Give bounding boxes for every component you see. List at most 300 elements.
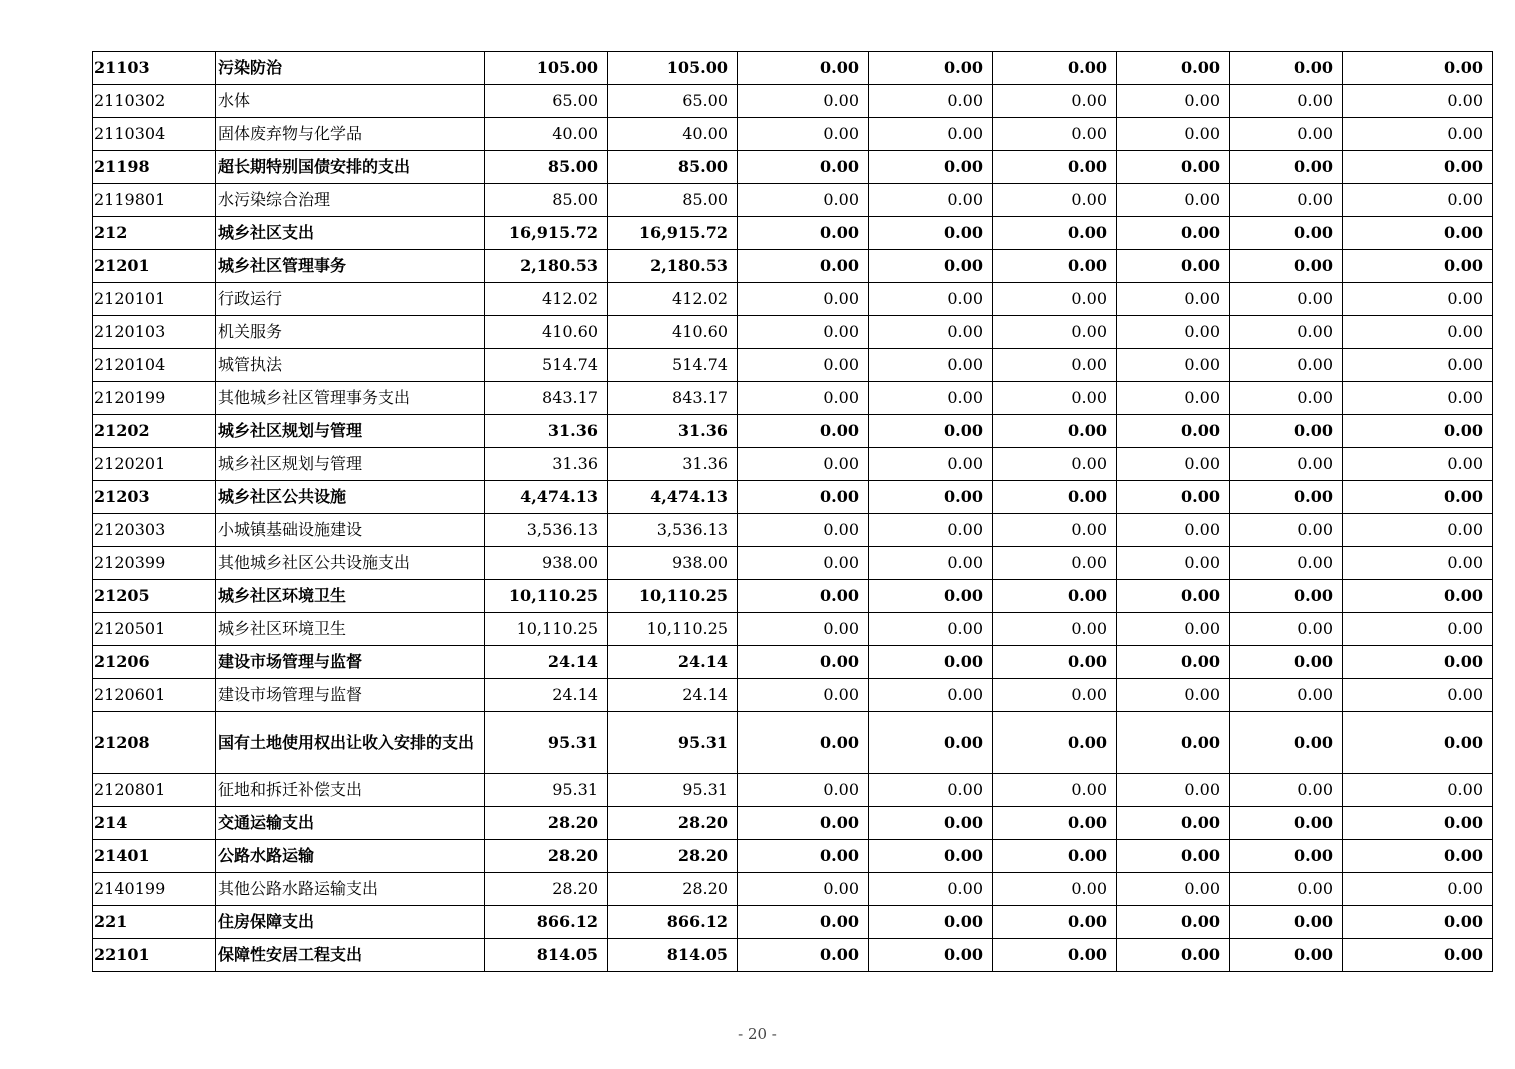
row-value: 0.00 (1117, 939, 1230, 972)
row-value: 0.00 (869, 679, 993, 712)
row-value: 0.00 (1343, 382, 1493, 415)
row-value: 0.00 (993, 613, 1117, 646)
row-value: 105.00 (608, 52, 738, 85)
row-code: 2120303 (93, 514, 216, 547)
row-value: 85.00 (485, 184, 608, 217)
row-value: 0.00 (1117, 807, 1230, 840)
row-value: 0.00 (869, 448, 993, 481)
row-value: 0.00 (993, 774, 1117, 807)
row-code: 2120104 (93, 349, 216, 382)
row-value: 814.05 (485, 939, 608, 972)
row-value: 0.00 (1343, 939, 1493, 972)
table-row (93, 547, 1493, 580)
row-value: 0.00 (1117, 283, 1230, 316)
row-value: 0.00 (993, 118, 1117, 151)
row-value: 0.00 (738, 250, 869, 283)
row-value: 0.00 (1117, 382, 1230, 415)
row-value: 0.00 (738, 448, 869, 481)
row-value: 0.00 (1230, 151, 1343, 184)
row-value: 31.36 (608, 415, 738, 448)
row-value: 40.00 (485, 118, 608, 151)
row-value: 0.00 (1230, 807, 1343, 840)
row-name: 城乡社区规划与管理 (216, 415, 485, 448)
row-value: 0.00 (738, 712, 869, 774)
row-value: 0.00 (1230, 415, 1343, 448)
row-value: 412.02 (608, 283, 738, 316)
table-body (93, 52, 1493, 972)
row-value: 843.17 (608, 382, 738, 415)
row-value: 0.00 (1230, 349, 1343, 382)
row-value: 0.00 (1230, 118, 1343, 151)
table-row (93, 118, 1493, 151)
row-name: 其他城乡社区公共设施支出 (216, 547, 485, 580)
row-name: 固体废弃物与化学品 (216, 118, 485, 151)
row-value: 0.00 (869, 316, 993, 349)
row-code: 2110302 (93, 85, 216, 118)
table-row (93, 840, 1493, 873)
row-value: 0.00 (869, 151, 993, 184)
row-code: 21198 (93, 151, 216, 184)
row-code: 2119801 (93, 184, 216, 217)
row-value: 0.00 (1230, 184, 1343, 217)
row-value: 10,110.25 (608, 580, 738, 613)
row-value: 814.05 (608, 939, 738, 972)
row-value: 0.00 (1343, 774, 1493, 807)
table-row (93, 52, 1493, 85)
row-value: 0.00 (1343, 906, 1493, 939)
row-value: 3,536.13 (608, 514, 738, 547)
table-row (93, 906, 1493, 939)
row-code: 21203 (93, 481, 216, 514)
row-value: 10,110.25 (485, 580, 608, 613)
row-value: 0.00 (869, 840, 993, 873)
row-value: 0.00 (738, 283, 869, 316)
table-row (93, 217, 1493, 250)
table-row (93, 184, 1493, 217)
row-value: 0.00 (738, 85, 869, 118)
row-value: 0.00 (1117, 547, 1230, 580)
row-value: 28.20 (608, 873, 738, 906)
row-value: 0.00 (1230, 840, 1343, 873)
row-value: 28.20 (608, 840, 738, 873)
table-row (93, 873, 1493, 906)
row-value: 0.00 (738, 118, 869, 151)
row-value: 0.00 (993, 349, 1117, 382)
row-name: 征地和拆迁补偿支出 (216, 774, 485, 807)
row-value: 0.00 (869, 873, 993, 906)
row-name: 国有土地使用权出让收入安排的支出 (216, 712, 485, 774)
table-row (93, 151, 1493, 184)
row-code: 2120103 (93, 316, 216, 349)
row-value: 0.00 (1343, 415, 1493, 448)
row-value: 0.00 (1343, 448, 1493, 481)
row-value: 0.00 (869, 906, 993, 939)
row-value: 0.00 (1230, 580, 1343, 613)
row-value: 0.00 (1230, 250, 1343, 283)
row-value: 0.00 (1117, 840, 1230, 873)
row-value: 0.00 (869, 547, 993, 580)
row-value: 0.00 (1343, 547, 1493, 580)
row-value: 843.17 (485, 382, 608, 415)
row-code: 2120399 (93, 547, 216, 580)
row-value: 0.00 (993, 481, 1117, 514)
row-value: 0.00 (993, 514, 1117, 547)
row-value: 95.31 (485, 774, 608, 807)
row-value: 0.00 (993, 283, 1117, 316)
row-code: 21401 (93, 840, 216, 873)
row-value: 0.00 (993, 382, 1117, 415)
row-value: 10,110.25 (608, 613, 738, 646)
row-code: 21208 (93, 712, 216, 774)
row-value: 0.00 (1230, 547, 1343, 580)
row-value: 0.00 (869, 85, 993, 118)
row-value: 0.00 (738, 217, 869, 250)
row-value: 28.20 (485, 873, 608, 906)
row-value: 28.20 (608, 807, 738, 840)
row-code: 2120801 (93, 774, 216, 807)
row-value: 0.00 (993, 580, 1117, 613)
table-row (93, 679, 1493, 712)
row-value: 0.00 (869, 250, 993, 283)
row-value: 0.00 (1230, 481, 1343, 514)
row-value: 24.14 (485, 646, 608, 679)
row-value: 0.00 (1230, 646, 1343, 679)
row-value: 0.00 (1343, 580, 1493, 613)
row-value: 0.00 (869, 349, 993, 382)
table-row (93, 939, 1493, 972)
row-value: 3,536.13 (485, 514, 608, 547)
row-value: 0.00 (1343, 217, 1493, 250)
row-value: 28.20 (485, 840, 608, 873)
row-value: 0.00 (869, 580, 993, 613)
row-name: 建设市场管理与监督 (216, 646, 485, 679)
row-value: 0.00 (993, 646, 1117, 679)
row-value: 40.00 (608, 118, 738, 151)
row-value: 0.00 (1117, 712, 1230, 774)
row-value: 85.00 (608, 184, 738, 217)
row-value: 85.00 (485, 151, 608, 184)
row-value: 0.00 (738, 349, 869, 382)
page-number: - 20 - (738, 1025, 777, 1043)
row-name: 城乡社区环境卫生 (216, 613, 485, 646)
table-row (93, 316, 1493, 349)
row-code: 21202 (93, 415, 216, 448)
row-value: 0.00 (993, 151, 1117, 184)
row-value: 0.00 (1230, 514, 1343, 547)
row-value: 0.00 (738, 580, 869, 613)
row-value: 0.00 (993, 85, 1117, 118)
row-value: 0.00 (1117, 349, 1230, 382)
row-value: 0.00 (869, 646, 993, 679)
row-value: 0.00 (869, 481, 993, 514)
row-name: 保障性安居工程支出 (216, 939, 485, 972)
row-name: 城乡社区管理事务 (216, 250, 485, 283)
row-value: 0.00 (869, 382, 993, 415)
table-row (93, 580, 1493, 613)
row-value: 866.12 (485, 906, 608, 939)
row-value: 0.00 (1230, 712, 1343, 774)
row-code: 2110304 (93, 118, 216, 151)
row-value: 105.00 (485, 52, 608, 85)
table-row (93, 481, 1493, 514)
row-value: 0.00 (869, 807, 993, 840)
row-name: 公路水路运输 (216, 840, 485, 873)
row-code: 212 (93, 217, 216, 250)
row-value: 24.14 (608, 646, 738, 679)
row-value: 0.00 (993, 840, 1117, 873)
row-value: 0.00 (1230, 52, 1343, 85)
row-value: 0.00 (1117, 184, 1230, 217)
row-value: 0.00 (1117, 316, 1230, 349)
row-value: 24.14 (608, 679, 738, 712)
table-row (93, 283, 1493, 316)
row-code: 2140199 (93, 873, 216, 906)
row-value: 0.00 (869, 939, 993, 972)
row-value: 0.00 (738, 939, 869, 972)
row-value: 0.00 (738, 382, 869, 415)
row-value: 0.00 (993, 939, 1117, 972)
row-value: 0.00 (1230, 873, 1343, 906)
row-value: 95.31 (485, 712, 608, 774)
row-code: 2120101 (93, 283, 216, 316)
row-value: 0.00 (993, 184, 1117, 217)
row-value: 31.36 (485, 415, 608, 448)
row-value: 0.00 (738, 547, 869, 580)
row-value: 0.00 (1343, 283, 1493, 316)
row-value: 0.00 (1343, 807, 1493, 840)
row-name: 水体 (216, 85, 485, 118)
row-value: 2,180.53 (485, 250, 608, 283)
row-value: 0.00 (1230, 679, 1343, 712)
row-value: 0.00 (1343, 151, 1493, 184)
table-row (93, 613, 1493, 646)
row-value: 0.00 (1117, 217, 1230, 250)
row-code: 21103 (93, 52, 216, 85)
row-value: 95.31 (608, 774, 738, 807)
row-code: 2120201 (93, 448, 216, 481)
row-value: 0.00 (1343, 481, 1493, 514)
row-name: 住房保障支出 (216, 906, 485, 939)
row-code: 214 (93, 807, 216, 840)
row-value: 0.00 (1343, 514, 1493, 547)
row-value: 0.00 (1117, 873, 1230, 906)
row-value: 4,474.13 (485, 481, 608, 514)
row-value: 0.00 (1230, 613, 1343, 646)
row-code: 2120501 (93, 613, 216, 646)
row-value: 65.00 (608, 85, 738, 118)
row-name: 超长期特别国债安排的支出 (216, 151, 485, 184)
row-value: 0.00 (1117, 250, 1230, 283)
row-name: 其他公路水路运输支出 (216, 873, 485, 906)
row-value: 0.00 (1117, 448, 1230, 481)
row-value: 0.00 (1117, 613, 1230, 646)
row-value: 0.00 (738, 774, 869, 807)
table-row (93, 646, 1493, 679)
row-name: 建设市场管理与监督 (216, 679, 485, 712)
row-value: 0.00 (1343, 85, 1493, 118)
row-value: 28.20 (485, 807, 608, 840)
row-value: 0.00 (738, 807, 869, 840)
row-value: 16,915.72 (608, 217, 738, 250)
row-value: 0.00 (993, 52, 1117, 85)
row-value: 0.00 (1117, 580, 1230, 613)
row-value: 0.00 (738, 151, 869, 184)
table-row (93, 250, 1493, 283)
row-code: 21201 (93, 250, 216, 283)
row-value: 0.00 (1343, 118, 1493, 151)
row-name: 城乡社区公共设施 (216, 481, 485, 514)
row-name: 城乡社区规划与管理 (216, 448, 485, 481)
row-value: 0.00 (738, 679, 869, 712)
row-value: 0.00 (1230, 939, 1343, 972)
row-value: 0.00 (869, 52, 993, 85)
row-value: 0.00 (993, 547, 1117, 580)
table-row (93, 712, 1493, 774)
table-row (93, 382, 1493, 415)
table-row (93, 774, 1493, 807)
row-name: 行政运行 (216, 283, 485, 316)
row-value: 0.00 (1343, 679, 1493, 712)
row-code: 21205 (93, 580, 216, 613)
row-value: 0.00 (1117, 514, 1230, 547)
row-value: 0.00 (1117, 118, 1230, 151)
row-code: 21206 (93, 646, 216, 679)
row-value: 514.74 (485, 349, 608, 382)
table-row (93, 349, 1493, 382)
row-value: 0.00 (1230, 283, 1343, 316)
row-value: 10,110.25 (485, 613, 608, 646)
row-value: 514.74 (608, 349, 738, 382)
row-value: 0.00 (738, 906, 869, 939)
row-value: 0.00 (1117, 85, 1230, 118)
row-value: 0.00 (1343, 613, 1493, 646)
row-value: 0.00 (1230, 448, 1343, 481)
row-value: 0.00 (869, 712, 993, 774)
row-value: 410.60 (485, 316, 608, 349)
row-value: 0.00 (993, 906, 1117, 939)
row-name: 城乡社区支出 (216, 217, 485, 250)
row-value: 0.00 (993, 873, 1117, 906)
row-value: 0.00 (993, 807, 1117, 840)
row-name: 城管执法 (216, 349, 485, 382)
row-value: 0.00 (738, 184, 869, 217)
table-row (93, 514, 1493, 547)
row-value: 0.00 (993, 415, 1117, 448)
row-value: 0.00 (738, 514, 869, 547)
row-value: 0.00 (869, 774, 993, 807)
row-value: 412.02 (485, 283, 608, 316)
row-value: 0.00 (738, 481, 869, 514)
row-value: 0.00 (738, 316, 869, 349)
row-name: 交通运输支出 (216, 807, 485, 840)
row-value: 0.00 (1117, 906, 1230, 939)
row-value: 0.00 (869, 217, 993, 250)
row-value: 16,915.72 (485, 217, 608, 250)
row-value: 0.00 (738, 873, 869, 906)
row-value: 0.00 (993, 316, 1117, 349)
row-value: 0.00 (1230, 217, 1343, 250)
row-value: 2,180.53 (608, 250, 738, 283)
row-value: 65.00 (485, 85, 608, 118)
row-value: 0.00 (1343, 646, 1493, 679)
row-value: 95.31 (608, 712, 738, 774)
row-value: 0.00 (869, 514, 993, 547)
row-name: 小城镇基础设施建设 (216, 514, 485, 547)
row-value: 0.00 (1230, 85, 1343, 118)
row-name: 城乡社区环境卫生 (216, 580, 485, 613)
row-value: 0.00 (1117, 415, 1230, 448)
row-name: 水污染综合治理 (216, 184, 485, 217)
row-value: 0.00 (1343, 873, 1493, 906)
row-name: 其他城乡社区管理事务支出 (216, 382, 485, 415)
row-value: 0.00 (1343, 840, 1493, 873)
row-code: 2120199 (93, 382, 216, 415)
row-name: 污染防治 (216, 52, 485, 85)
row-code: 221 (93, 906, 216, 939)
row-value: 0.00 (1230, 382, 1343, 415)
row-value: 0.00 (869, 283, 993, 316)
row-value: 0.00 (1343, 349, 1493, 382)
row-value: 0.00 (993, 250, 1117, 283)
budget-table (92, 51, 1493, 972)
row-value: 0.00 (1230, 906, 1343, 939)
row-value: 0.00 (738, 415, 869, 448)
row-value: 0.00 (1343, 316, 1493, 349)
row-value: 24.14 (485, 679, 608, 712)
row-value: 0.00 (1117, 774, 1230, 807)
row-value: 938.00 (608, 547, 738, 580)
row-value: 4,474.13 (608, 481, 738, 514)
row-value: 0.00 (738, 646, 869, 679)
row-value: 0.00 (1343, 712, 1493, 774)
row-value: 0.00 (869, 118, 993, 151)
row-value: 0.00 (869, 184, 993, 217)
row-code: 2120601 (93, 679, 216, 712)
row-value: 0.00 (869, 613, 993, 646)
row-value: 0.00 (993, 712, 1117, 774)
row-value: 0.00 (1343, 250, 1493, 283)
row-value: 0.00 (993, 679, 1117, 712)
row-value: 0.00 (1343, 52, 1493, 85)
table-row (93, 448, 1493, 481)
row-value: 0.00 (738, 840, 869, 873)
row-value: 0.00 (1117, 151, 1230, 184)
row-value: 0.00 (993, 448, 1117, 481)
row-value: 938.00 (485, 547, 608, 580)
table-row (93, 415, 1493, 448)
row-value: 410.60 (608, 316, 738, 349)
table-row (93, 807, 1493, 840)
row-value: 0.00 (1117, 52, 1230, 85)
row-value: 0.00 (1117, 481, 1230, 514)
row-name: 机关服务 (216, 316, 485, 349)
row-value: 0.00 (1117, 679, 1230, 712)
row-value: 0.00 (993, 217, 1117, 250)
row-value: 0.00 (869, 415, 993, 448)
row-value: 31.36 (608, 448, 738, 481)
row-value: 85.00 (608, 151, 738, 184)
row-value: 31.36 (485, 448, 608, 481)
row-value: 0.00 (1343, 184, 1493, 217)
row-value: 0.00 (1230, 316, 1343, 349)
row-value: 0.00 (738, 613, 869, 646)
row-value: 0.00 (738, 52, 869, 85)
row-value: 0.00 (1230, 774, 1343, 807)
row-code: 22101 (93, 939, 216, 972)
row-value: 866.12 (608, 906, 738, 939)
row-value: 0.00 (1117, 646, 1230, 679)
table-row (93, 85, 1493, 118)
